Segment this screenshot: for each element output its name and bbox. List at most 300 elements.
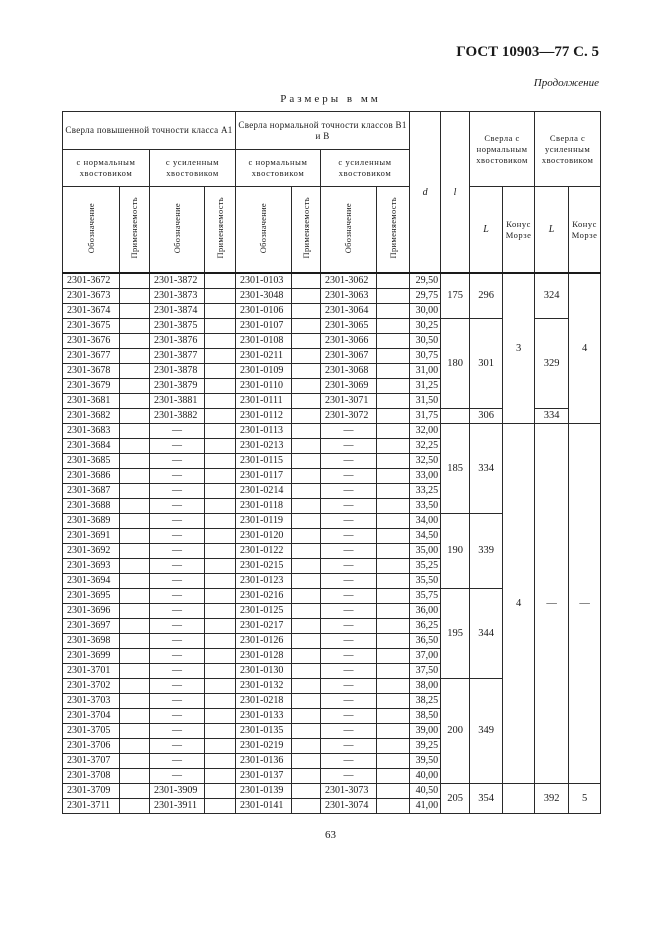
designation-b-normal: 2301-0214 <box>236 484 292 499</box>
applicability-b-normal <box>292 679 321 694</box>
designation-b-normal: 2301-0112 <box>236 409 292 424</box>
designation-b-normal: 2301-0120 <box>236 529 292 544</box>
designation-a1-reinforced: — <box>150 709 205 724</box>
diameter-d: 29,75 <box>410 289 441 304</box>
designation-a1-normal: 2301-3677 <box>63 349 120 364</box>
designation-a1-reinforced: — <box>150 499 205 514</box>
designation-a1-normal: 2301-3709 <box>63 784 120 799</box>
designation-a1-reinforced: 2301-3882 <box>150 409 205 424</box>
applicability-a1-normal <box>120 394 150 409</box>
applicability-a1-reinforced <box>205 529 236 544</box>
length-l: 205 <box>441 784 470 814</box>
designation-b-reinforced: — <box>321 739 377 754</box>
designation-a1-reinforced: — <box>150 439 205 454</box>
designation-b-normal: 2301-0123 <box>236 574 292 589</box>
diameter-d: 37,00 <box>410 649 441 664</box>
designation-b-reinforced: — <box>321 754 377 769</box>
designation-b-reinforced: — <box>321 514 377 529</box>
designation-a1-reinforced: — <box>150 649 205 664</box>
designation-b-normal: 2301-0118 <box>236 499 292 514</box>
header-applicability: Применяемость <box>377 187 410 274</box>
designation-b-normal: 2301-0119 <box>236 514 292 529</box>
designation-b-reinforced: 2301-3073 <box>321 784 377 799</box>
header-L-normal: L <box>470 187 503 274</box>
diameter-d: 35,00 <box>410 544 441 559</box>
applicability-a1-normal <box>120 454 150 469</box>
applicability-a1-reinforced <box>205 379 236 394</box>
applicability-b-reinforced <box>377 574 410 589</box>
table-row <box>63 424 601 439</box>
applicability-b-reinforced <box>377 439 410 454</box>
designation-b-normal: 2301-0109 <box>236 364 292 379</box>
designation-a1-reinforced: 2301-3874 <box>150 304 205 319</box>
length-L-normal: 344 <box>470 589 503 679</box>
applicability-b-normal <box>292 649 321 664</box>
applicability-b-normal <box>292 409 321 424</box>
applicability-b-reinforced <box>377 319 410 334</box>
designation-a1-reinforced: — <box>150 484 205 499</box>
applicability-a1-normal <box>120 604 150 619</box>
applicability-a1-reinforced <box>205 454 236 469</box>
applicability-b-reinforced <box>377 544 410 559</box>
designation-b-reinforced: — <box>321 664 377 679</box>
designation-a1-reinforced: 2301-3873 <box>150 289 205 304</box>
applicability-a1-normal <box>120 649 150 664</box>
applicability-b-normal <box>292 604 321 619</box>
applicability-a1-normal <box>120 469 150 484</box>
designation-b-normal: 2301-0113 <box>236 424 292 439</box>
designation-a1-reinforced: — <box>150 679 205 694</box>
designation-a1-normal: 2301-3684 <box>63 439 120 454</box>
header-group-a1: Сверла повышенной точности класса А1 <box>63 112 236 150</box>
applicability-b-reinforced <box>377 709 410 724</box>
applicability-a1-normal <box>120 799 150 814</box>
applicability-a1-normal <box>120 319 150 334</box>
designation-a1-normal: 2301-3706 <box>63 739 120 754</box>
header-L-reinforced: L <box>535 187 569 274</box>
applicability-b-normal <box>292 499 321 514</box>
applicability-a1-reinforced <box>205 664 236 679</box>
applicability-b-normal <box>292 439 321 454</box>
designation-b-normal: 2301-0135 <box>236 724 292 739</box>
table-row <box>63 784 601 799</box>
applicability-b-normal <box>292 273 321 289</box>
applicability-a1-normal <box>120 724 150 739</box>
applicability-a1-normal <box>120 349 150 364</box>
applicability-b-reinforced <box>377 664 410 679</box>
length-L-normal: 306 <box>470 409 503 424</box>
applicability-a1-reinforced <box>205 439 236 454</box>
designation-b-reinforced: — <box>321 724 377 739</box>
designation-b-normal: 2301-3048 <box>236 289 292 304</box>
diameter-d: 38,25 <box>410 694 441 709</box>
designation-a1-normal: 2301-3701 <box>63 664 120 679</box>
drill-table <box>62 111 601 814</box>
applicability-b-normal <box>292 709 321 724</box>
applicability-a1-reinforced <box>205 709 236 724</box>
designation-a1-normal: 2301-3705 <box>63 724 120 739</box>
designation-a1-reinforced: 2301-3879 <box>150 379 205 394</box>
designation-a1-normal: 2301-3697 <box>63 619 120 634</box>
designation-b-reinforced: — <box>321 694 377 709</box>
diameter-d: 31,75 <box>410 409 441 424</box>
diameter-d: 29,50 <box>410 273 441 289</box>
designation-a1-normal: 2301-3675 <box>63 319 120 334</box>
designation-b-normal: 2301-0218 <box>236 694 292 709</box>
applicability-b-reinforced <box>377 694 410 709</box>
designation-a1-normal: 2301-3692 <box>63 544 120 559</box>
designation-b-reinforced: 2301-3074 <box>321 799 377 814</box>
applicability-a1-normal <box>120 514 150 529</box>
designation-b-reinforced: — <box>321 649 377 664</box>
applicability-a1-normal <box>120 739 150 754</box>
applicability-a1-normal <box>120 484 150 499</box>
designation-a1-reinforced: — <box>150 514 205 529</box>
diameter-d: 34,00 <box>410 514 441 529</box>
applicability-a1-normal <box>120 694 150 709</box>
applicability-b-normal <box>292 619 321 634</box>
designation-a1-normal: 2301-3683 <box>63 424 120 439</box>
designation-b-reinforced: — <box>321 619 377 634</box>
applicability-a1-normal <box>120 334 150 349</box>
morse-cone-normal: 4 <box>503 424 535 784</box>
designation-a1-reinforced: — <box>150 559 205 574</box>
applicability-b-normal <box>292 799 321 814</box>
diameter-d: 39,50 <box>410 754 441 769</box>
header-designation: Обозначение <box>63 187 120 274</box>
designation-a1-normal: 2301-3688 <box>63 499 120 514</box>
designation-a1-reinforced: — <box>150 769 205 784</box>
designation-a1-normal: 2301-3678 <box>63 364 120 379</box>
designation-a1-normal: 2301-3703 <box>63 694 120 709</box>
applicability-b-reinforced <box>377 769 410 784</box>
designation-a1-reinforced: — <box>150 604 205 619</box>
header-drills-normal: Сверла с нормальным хвостовиком <box>470 112 535 187</box>
applicability-b-normal <box>292 559 321 574</box>
designation-b-normal: 2301-0136 <box>236 754 292 769</box>
designation-a1-normal: 2301-3682 <box>63 409 120 424</box>
applicability-a1-reinforced <box>205 273 236 289</box>
diameter-d: 30,50 <box>410 334 441 349</box>
applicability-a1-normal <box>120 634 150 649</box>
applicability-b-reinforced <box>377 799 410 814</box>
applicability-b-reinforced <box>377 559 410 574</box>
length-L-normal: 296 <box>470 273 503 319</box>
applicability-b-reinforced <box>377 454 410 469</box>
length-l: 185 <box>441 424 470 514</box>
applicability-b-normal <box>292 394 321 409</box>
applicability-b-normal <box>292 379 321 394</box>
applicability-a1-normal <box>120 544 150 559</box>
diameter-d: 35,25 <box>410 559 441 574</box>
designation-b-normal: 2301-0141 <box>236 799 292 814</box>
applicability-b-reinforced <box>377 484 410 499</box>
applicability-b-normal <box>292 739 321 754</box>
applicability-a1-reinforced <box>205 634 236 649</box>
designation-b-reinforced: 2301-3068 <box>321 364 377 379</box>
length-L-reinforced: 324 <box>535 273 569 319</box>
applicability-a1-reinforced <box>205 364 236 379</box>
length-L-normal: 334 <box>470 424 503 514</box>
applicability-b-reinforced <box>377 334 410 349</box>
designation-b-normal: 2301-0137 <box>236 769 292 784</box>
morse-cone-reinforced: 5 <box>569 784 601 814</box>
applicability-b-normal <box>292 529 321 544</box>
header-l: l <box>441 112 470 274</box>
applicability-b-reinforced <box>377 784 410 799</box>
applicability-a1-normal <box>120 289 150 304</box>
designation-a1-normal: 2301-3686 <box>63 469 120 484</box>
designation-a1-normal: 2301-3679 <box>63 379 120 394</box>
diameter-d: 30,00 <box>410 304 441 319</box>
applicability-a1-reinforced <box>205 559 236 574</box>
applicability-b-normal <box>292 319 321 334</box>
length-l <box>441 409 470 424</box>
applicability-b-normal <box>292 514 321 529</box>
length-l: 175 <box>441 273 470 319</box>
length-L-reinforced: 392 <box>535 784 569 814</box>
applicability-b-normal <box>292 769 321 784</box>
applicability-a1-normal <box>120 559 150 574</box>
diameter-d: 33,50 <box>410 499 441 514</box>
applicability-a1-reinforced <box>205 589 236 604</box>
designation-b-reinforced: — <box>321 424 377 439</box>
designation-b-normal: 2301-0128 <box>236 649 292 664</box>
applicability-b-reinforced <box>377 589 410 604</box>
designation-b-reinforced: 2301-3065 <box>321 319 377 334</box>
applicability-b-reinforced <box>377 679 410 694</box>
applicability-a1-reinforced <box>205 469 236 484</box>
designation-a1-reinforced: 2301-3875 <box>150 319 205 334</box>
applicability-b-normal <box>292 664 321 679</box>
designation-a1-reinforced: — <box>150 694 205 709</box>
designation-a1-reinforced: — <box>150 724 205 739</box>
applicability-b-reinforced <box>377 364 410 379</box>
length-l: 190 <box>441 514 470 589</box>
applicability-b-reinforced <box>377 649 410 664</box>
length-L-reinforced: 329 <box>535 319 569 409</box>
diameter-d: 31,25 <box>410 379 441 394</box>
applicability-a1-normal <box>120 574 150 589</box>
applicability-b-reinforced <box>377 349 410 364</box>
applicability-b-reinforced <box>377 409 410 424</box>
designation-a1-normal: 2301-3676 <box>63 334 120 349</box>
header-a1-reinforced-shank: с усиленным хвостовиком <box>150 150 236 187</box>
header-applicability: Применяемость <box>205 187 236 274</box>
diameter-d: 31,50 <box>410 394 441 409</box>
length-L-normal: 339 <box>470 514 503 589</box>
designation-a1-reinforced: — <box>150 754 205 769</box>
header-morse-reinforced: Конус Морзе <box>569 187 601 274</box>
diameter-d: 33,00 <box>410 469 441 484</box>
applicability-a1-normal <box>120 529 150 544</box>
applicability-a1-reinforced <box>205 289 236 304</box>
designation-a1-reinforced: 2301-3878 <box>150 364 205 379</box>
designation-b-reinforced: — <box>321 709 377 724</box>
table-row <box>63 273 601 289</box>
applicability-b-reinforced <box>377 273 410 289</box>
designation-b-reinforced: — <box>321 559 377 574</box>
applicability-b-normal <box>292 634 321 649</box>
diameter-d: 34,50 <box>410 529 441 544</box>
designation-b-reinforced: — <box>321 589 377 604</box>
designation-b-normal: 2301-0111 <box>236 394 292 409</box>
designation-a1-reinforced: — <box>150 574 205 589</box>
applicability-b-normal <box>292 334 321 349</box>
applicability-b-reinforced <box>377 604 410 619</box>
applicability-a1-normal <box>120 679 150 694</box>
length-L-normal: 349 <box>470 679 503 784</box>
applicability-b-normal <box>292 589 321 604</box>
header-b-reinforced-shank: с усиленным хвостовиком <box>321 150 410 187</box>
diameter-d: 32,50 <box>410 454 441 469</box>
designation-b-normal: 2301-0139 <box>236 784 292 799</box>
diameter-d: 38,50 <box>410 709 441 724</box>
applicability-a1-reinforced <box>205 784 236 799</box>
designation-b-normal: 2301-0215 <box>236 559 292 574</box>
applicability-a1-normal <box>120 424 150 439</box>
header-d: d <box>410 112 441 274</box>
header-morse-normal: Конус Морзе <box>503 187 535 274</box>
diameter-d: 30,25 <box>410 319 441 334</box>
applicability-b-normal <box>292 289 321 304</box>
applicability-b-reinforced <box>377 619 410 634</box>
designation-b-reinforced: — <box>321 769 377 784</box>
designation-b-reinforced: — <box>321 544 377 559</box>
length-L-reinforced: — <box>535 424 569 784</box>
length-l: 195 <box>441 589 470 679</box>
morse-cone-reinforced: 4 <box>569 273 601 424</box>
header-b-normal-shank: с нормальным хвостовиком <box>236 150 321 187</box>
applicability-b-reinforced <box>377 754 410 769</box>
designation-b-normal: 2301-0106 <box>236 304 292 319</box>
designation-a1-normal: 2301-3691 <box>63 529 120 544</box>
designation-b-normal: 2301-0108 <box>236 334 292 349</box>
designation-b-reinforced: 2301-3063 <box>321 289 377 304</box>
designation-a1-reinforced: — <box>150 454 205 469</box>
designation-b-reinforced: 2301-3062 <box>321 273 377 289</box>
designation-a1-reinforced: 2301-3909 <box>150 784 205 799</box>
applicability-b-normal <box>292 784 321 799</box>
applicability-b-reinforced <box>377 424 410 439</box>
designation-b-normal: 2301-0219 <box>236 739 292 754</box>
applicability-a1-reinforced <box>205 694 236 709</box>
designation-a1-reinforced: 2301-3881 <box>150 394 205 409</box>
designation-b-reinforced: — <box>321 469 377 484</box>
applicability-a1-reinforced <box>205 394 236 409</box>
applicability-a1-normal <box>120 769 150 784</box>
diameter-d: 41,00 <box>410 799 441 814</box>
applicability-b-normal <box>292 469 321 484</box>
designation-a1-reinforced: — <box>150 634 205 649</box>
designation-b-normal: 2301-0133 <box>236 709 292 724</box>
designation-b-normal: 2301-0110 <box>236 379 292 394</box>
designation-a1-reinforced: — <box>150 469 205 484</box>
applicability-a1-reinforced <box>205 679 236 694</box>
designation-b-normal: 2301-0107 <box>236 319 292 334</box>
applicability-b-normal <box>292 544 321 559</box>
designation-a1-normal: 2301-3693 <box>63 559 120 574</box>
continued-label: Продолжение <box>533 77 599 89</box>
applicability-b-reinforced <box>377 304 410 319</box>
designation-a1-normal: 2301-3695 <box>63 589 120 604</box>
applicability-b-reinforced <box>377 739 410 754</box>
diameter-d: 35,50 <box>410 574 441 589</box>
designation-b-normal: 2301-0213 <box>236 439 292 454</box>
designation-a1-normal: 2301-3704 <box>63 709 120 724</box>
diameter-d: 33,25 <box>410 484 441 499</box>
applicability-a1-normal <box>120 379 150 394</box>
designation-a1-normal: 2301-3696 <box>63 604 120 619</box>
applicability-a1-reinforced <box>205 484 236 499</box>
applicability-a1-normal <box>120 754 150 769</box>
designation-a1-reinforced: — <box>150 589 205 604</box>
applicability-a1-normal <box>120 439 150 454</box>
standard-header: ГОСТ 10903—77 С. 5 <box>456 44 599 60</box>
applicability-a1-reinforced <box>205 739 236 754</box>
designation-b-reinforced: — <box>321 454 377 469</box>
header-designation: Обозначение <box>150 187 205 274</box>
designation-b-normal: 2301-0115 <box>236 454 292 469</box>
designation-b-normal: 2301-0126 <box>236 634 292 649</box>
header-group-b1b: Сверла нормальной точности классов В1 и В <box>236 112 410 150</box>
applicability-a1-reinforced <box>205 319 236 334</box>
designation-b-normal: 2301-0216 <box>236 589 292 604</box>
applicability-b-normal <box>292 454 321 469</box>
designation-a1-normal: 2301-3707 <box>63 754 120 769</box>
applicability-a1-reinforced <box>205 574 236 589</box>
diameter-d: 30,75 <box>410 349 441 364</box>
designation-a1-normal: 2301-3687 <box>63 484 120 499</box>
applicability-a1-reinforced <box>205 424 236 439</box>
applicability-a1-reinforced <box>205 604 236 619</box>
designation-b-reinforced: — <box>321 529 377 544</box>
applicability-a1-reinforced <box>205 649 236 664</box>
applicability-a1-normal <box>120 664 150 679</box>
designation-a1-reinforced: — <box>150 529 205 544</box>
designation-b-normal: 2301-0103 <box>236 273 292 289</box>
applicability-b-normal <box>292 424 321 439</box>
designation-a1-normal: 2301-3685 <box>63 454 120 469</box>
diameter-d: 36,50 <box>410 634 441 649</box>
diameter-d: 36,00 <box>410 604 441 619</box>
designation-b-normal: 2301-0125 <box>236 604 292 619</box>
designation-a1-reinforced: 2301-3911 <box>150 799 205 814</box>
designation-a1-reinforced: 2301-3877 <box>150 349 205 364</box>
diameter-d: 39,00 <box>410 724 441 739</box>
designation-a1-reinforced: — <box>150 619 205 634</box>
length-l: 200 <box>441 679 470 784</box>
applicability-b-reinforced <box>377 394 410 409</box>
applicability-b-reinforced <box>377 514 410 529</box>
designation-a1-reinforced: — <box>150 664 205 679</box>
applicability-b-normal <box>292 349 321 364</box>
designation-b-reinforced: — <box>321 499 377 514</box>
applicability-a1-reinforced <box>205 769 236 784</box>
diameter-d: 36,25 <box>410 619 441 634</box>
applicability-a1-normal <box>120 364 150 379</box>
applicability-b-reinforced <box>377 724 410 739</box>
designation-b-reinforced: — <box>321 634 377 649</box>
table-body <box>63 273 601 814</box>
morse-cone-reinforced: — <box>569 424 601 784</box>
designation-b-reinforced: — <box>321 439 377 454</box>
header-applicability: Применяемость <box>120 187 150 274</box>
diameter-d: 32,00 <box>410 424 441 439</box>
designation-b-normal: 2301-0211 <box>236 349 292 364</box>
diameter-d: 40,00 <box>410 769 441 784</box>
designation-b-reinforced: 2301-3064 <box>321 304 377 319</box>
